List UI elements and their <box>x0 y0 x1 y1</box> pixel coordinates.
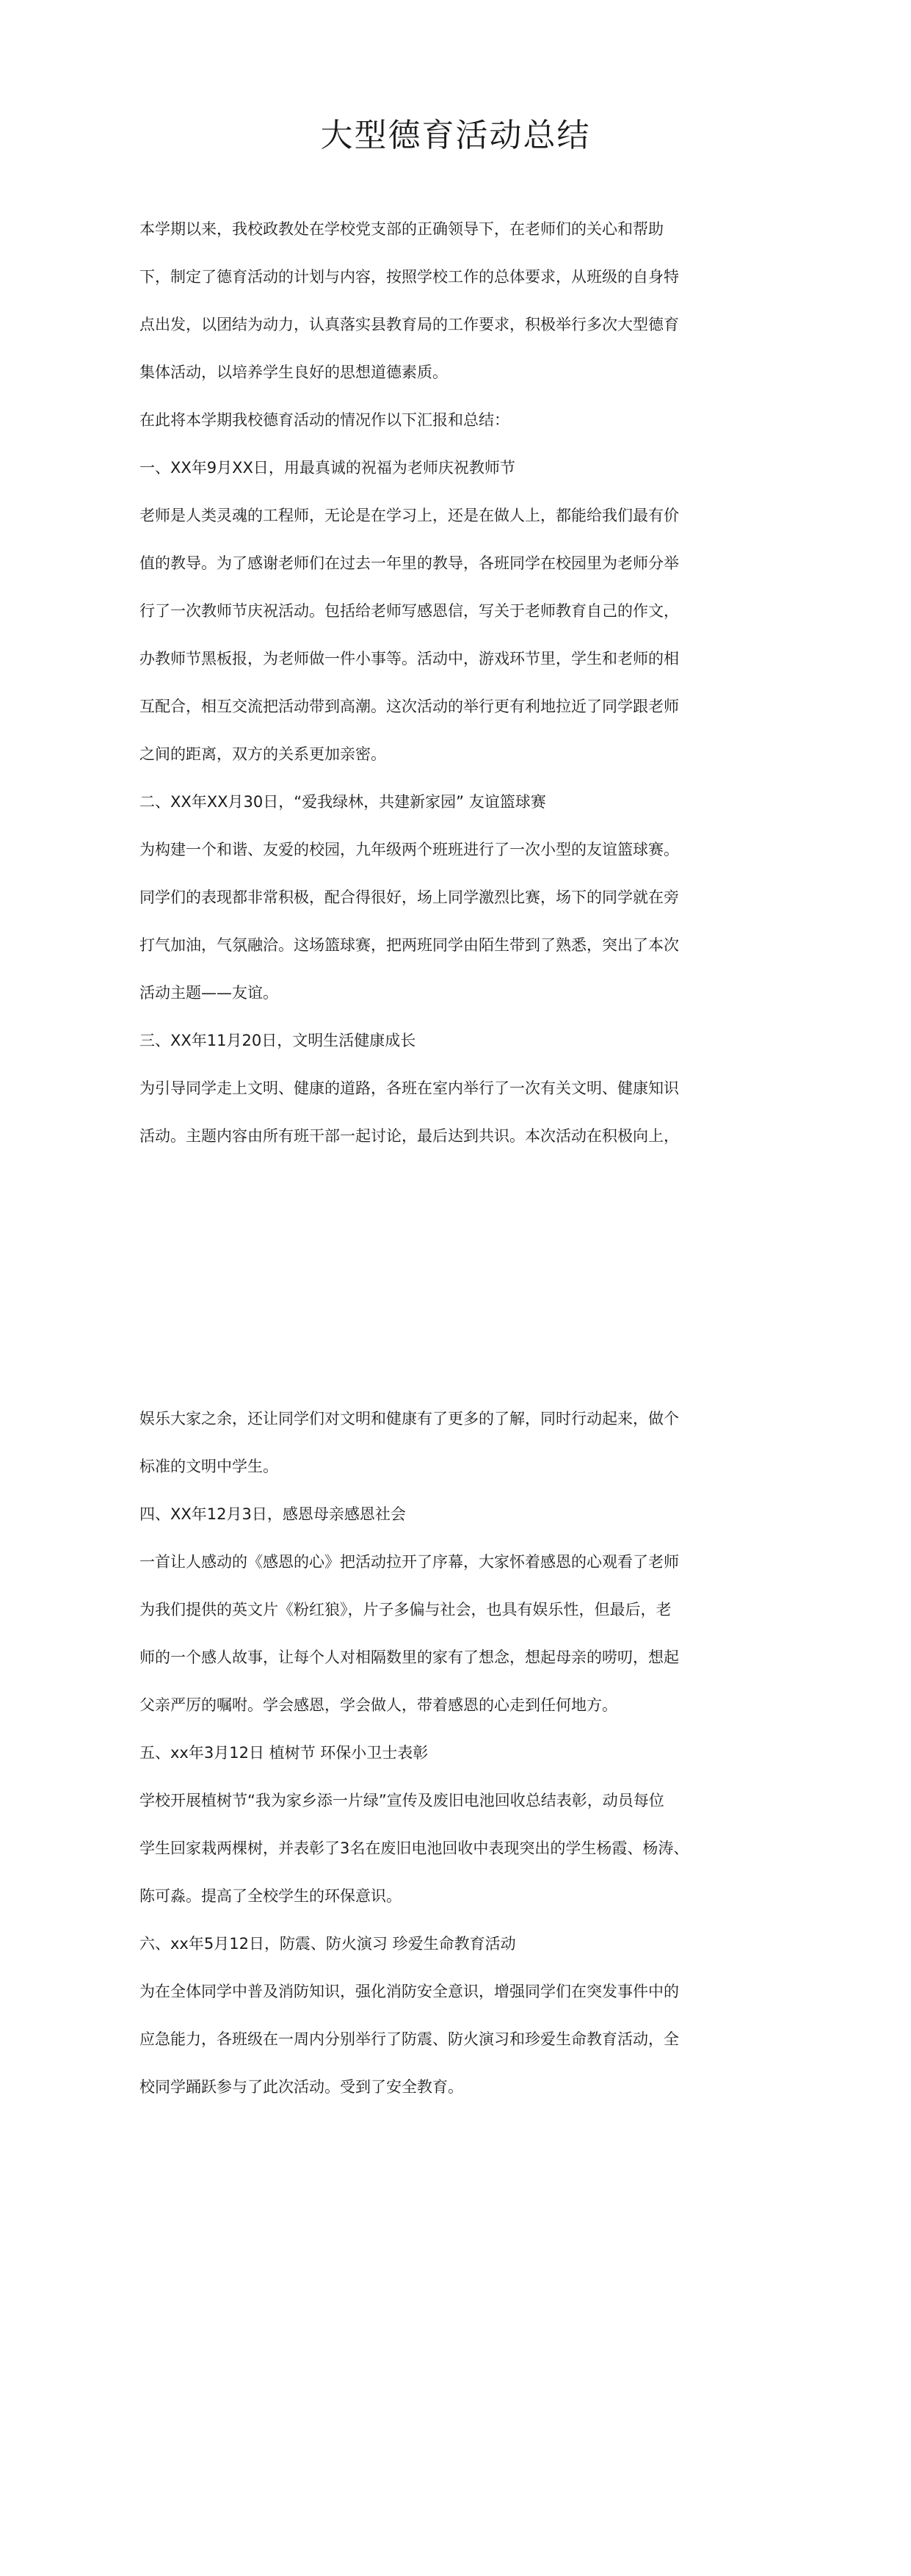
text-line: 为在全体同学中普及消防知识，强化消防安全意识，增强同学们在突发事件中的 <box>139 1983 679 2000</box>
section-heading: 二、XX年XX月30日，“爱我绿林，共建新家园” 友谊篮球赛 <box>139 793 546 811</box>
text-line: 办教师节黑板报，为老师做一件小事等。活动中，游戏环节里，学生和老师的相 <box>139 650 679 667</box>
text-line: 集体活动，以培养学生良好的思想道德素质。 <box>139 363 448 381</box>
text-line: 同学们的表现都非常积极，配合得很好，场上同学激烈比赛，场下的同学就在旁 <box>139 889 679 906</box>
text-line: 为我们提供的英文片《粉红狼》，片子多偏与社会，也具有娱乐性，但最后，老 <box>139 1601 672 1618</box>
text-line: 父亲严厉的嘱咐。学会感恩，学会做人，带着感恩的心走到任何地方。 <box>139 1696 617 1714</box>
text-line: 值的教导。为了感谢老师们在过去一年里的教导，各班同学在校园里为老师分举 <box>139 554 679 572</box>
section-heading: 四、XX年12月3日，感恩母亲感恩社会 <box>139 1505 406 1523</box>
text-line: 校同学踊跃参与了此次活动。受到了安全教育。 <box>139 2078 463 2096</box>
section-heading: 六、xx年5月12日，防震、防火演习 珍爱生命教育活动 <box>139 1935 516 1953</box>
text-line: 学校开展植树节“我为家乡添一片绿”宣传及废旧电池回收总结表彰，动员每位 <box>139 1792 664 1809</box>
section-heading: 一、XX年9月XX日，用最真诚的祝福为老师庆祝教师节 <box>139 459 515 477</box>
text-line: 活动主题——友谊。 <box>139 984 278 1002</box>
text-line: 活动。主题内容由所有班干部一起讨论，最后达到共识。本次活动在积极向上， <box>139 1127 679 1145</box>
text-line: 本学期以来，我校政教处在学校党支部的正确领导下，在老师们的关心和帮助 <box>139 220 664 238</box>
text-line: 为构建一个和谐、友爱的校园，九年级两个班班进行了一次小型的友谊篮球赛。 <box>139 841 679 858</box>
text-line: 在此将本学期我校德育活动的情况作以下汇报和总结： <box>139 411 509 429</box>
text-line: 娱乐大家之余，还让同学们对文明和健康有了更多的了解，同时行动起来，做个 <box>139 1410 679 1428</box>
text-line: 师的一个感人故事，让每个人对相隔数里的家有了想念，想起母亲的唠叨，想起 <box>139 1649 679 1666</box>
section-heading: 五、xx年3月12日 植树节 环保小卫士表彰 <box>139 1744 429 1762</box>
text-line: 行了一次教师节庆祝活动。包括给老师写感恩信，写关于老师教育自己的作文， <box>139 602 679 620</box>
text-line: 老师是人类灵魂的工程师，无论是在学习上，还是在做人上，都能给我们最有价 <box>139 507 679 524</box>
text-line: 应急能力，各班级在一周内分别举行了防震、防火演习和珍爱生命教育活动，全 <box>139 2030 679 2048</box>
text-line: 学生回家栽两棵树，并表彰了3名在废旧电池回收中表现突出的学生杨霞、杨涛、 <box>139 1839 689 1857</box>
text-line: 互配合，相互交流把活动带到高潮。这次活动的举行更有利地拉近了同学跟老师 <box>139 698 679 715</box>
text-line: 标准的文明中学生。 <box>139 1458 278 1475</box>
body-block-upper <box>139 206 778 1160</box>
text-line: 之间的距离，双方的关系更加亲密。 <box>139 745 386 763</box>
text-line: 打气加油，气氛融洽。这场篮球赛，把两班同学由陌生带到了熟悉，突出了本次 <box>139 936 679 954</box>
text-line: 陈可淼。提高了全校学生的环保意识。 <box>139 1887 402 1905</box>
text-line: 点出发，以团结为动力，认真落实县教育局的工作要求，积极举行多次大型德育 <box>139 316 679 333</box>
text-line: 下，制定了德育活动的计划与内容，按照学校工作的总体要求，从班级的自身特 <box>139 268 679 286</box>
section-heading: 三、XX年11月20日，文明生活健康成长 <box>139 1032 416 1049</box>
document-title: 大型德育活动总结 <box>320 117 591 154</box>
text-line: 为引导同学走上文明、健康的道路，各班在室内举行了一次有关文明、健康知识 <box>139 1079 679 1097</box>
text-line: 一首让人感动的《感恩的心》把活动拉开了序幕，大家怀着感恩的心观看了老师 <box>139 1553 679 1571</box>
body-block-lower <box>139 1395 778 2111</box>
